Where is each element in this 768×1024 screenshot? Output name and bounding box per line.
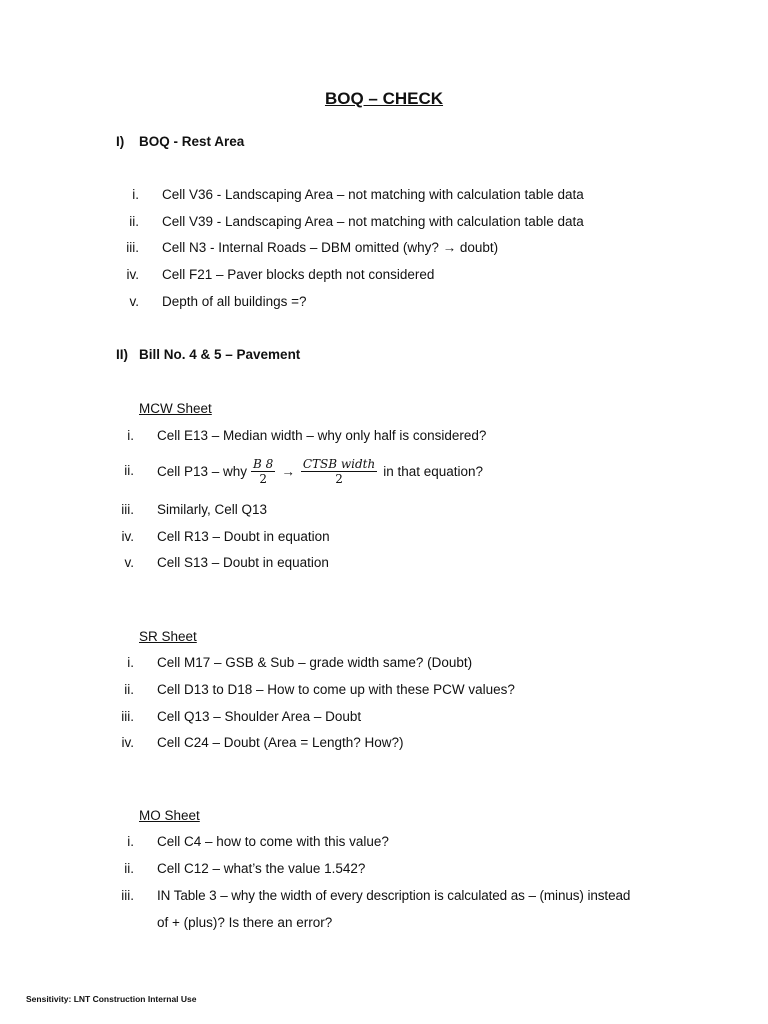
list-item-equation: [157, 452, 483, 490]
list-item-number: i.: [127, 655, 134, 670]
list-item: Cell E13 – Median width – why only half is considered?: [157, 428, 487, 443]
list-item-number: v.: [124, 555, 134, 570]
list-item: Cell C4 – how to come with this value?: [157, 834, 389, 849]
list-item: Cell C12 – what’s the value 1.542?: [157, 861, 366, 876]
section-heading: BOQ - Rest Area: [139, 134, 245, 149]
list-item-number: ii.: [124, 861, 134, 876]
list-item: Similarly, Cell Q13: [157, 502, 268, 517]
list-item: Cell R13 – Doubt in equation: [157, 529, 330, 544]
list-item: Cell S13 – Doubt in equation: [157, 555, 329, 570]
fraction-numerator: B 8: [253, 456, 274, 471]
list-item-number: i.: [132, 187, 139, 202]
fraction-denominator: 2: [335, 471, 343, 486]
list-item-number: ii.: [124, 463, 134, 478]
list-item: Cell V36 - Landscaping Area – not matching with calculation table data: [162, 187, 584, 202]
list-item-number: ii.: [129, 214, 139, 229]
equation-text: Cell P13 – why: [157, 463, 248, 479]
list-item-number: iv.: [121, 735, 134, 750]
fraction-denominator: 2: [259, 471, 267, 486]
list-item-number: iii.: [121, 502, 134, 517]
fraction-numerator: CTSB width: [302, 456, 376, 471]
list-item: IN Table 3 – why the width of every description is calculated as – (minus) instead: [157, 888, 631, 903]
fraction: [251, 457, 275, 486]
section-heading: Bill No. 4 & 5 – Pavement: [139, 347, 301, 362]
list-item: Cell F21 – Paver blocks depth not considered: [162, 267, 435, 282]
equation-text: in that equation?: [383, 463, 484, 479]
section-number: II): [116, 347, 128, 362]
list-item: Cell C24 – Doubt (Area = Length? How?): [157, 735, 404, 750]
list-item-number: v.: [129, 294, 139, 309]
section-number: I): [116, 134, 125, 149]
subsection-heading: SR Sheet: [139, 629, 197, 644]
sensitivity-footer: Sensitivity: LNT Construction Internal Use: [26, 994, 197, 1004]
list-item: Cell N3 - Internal Roads – DBM omitted (why? → doubt): [162, 240, 499, 255]
list-item: Cell D13 to D18 – How to come up with these PCW values?: [157, 682, 515, 697]
list-item-number: ii.: [124, 682, 134, 697]
list-item: Cell V39 - Landscaping Area – not matching with calculation table data: [162, 214, 584, 229]
subsection-heading: MCW Sheet: [139, 401, 212, 416]
list-item-number: i.: [127, 428, 134, 443]
page-title: BOQ – CHECK: [324, 89, 444, 108]
list-item-number: iii.: [126, 240, 139, 255]
list-item: Depth of all buildings =?: [162, 294, 307, 309]
list-item-number: iv.: [126, 267, 139, 282]
fraction: [301, 457, 377, 486]
arrow-icon: →: [281, 463, 295, 479]
list-item: Cell Q13 – Shoulder Area – Doubt: [157, 709, 362, 724]
subsection-heading: MO Sheet: [139, 808, 200, 823]
list-item-number: i.: [127, 834, 134, 849]
list-item: Cell M17 – GSB & Sub – grade width same? (Doubt): [157, 655, 473, 670]
list-item-number: iii.: [121, 888, 134, 903]
list-item-number: iv.: [121, 529, 134, 544]
list-item-continuation: of + (plus)? Is there an error?: [157, 915, 333, 930]
list-item-number: iii.: [121, 709, 134, 724]
